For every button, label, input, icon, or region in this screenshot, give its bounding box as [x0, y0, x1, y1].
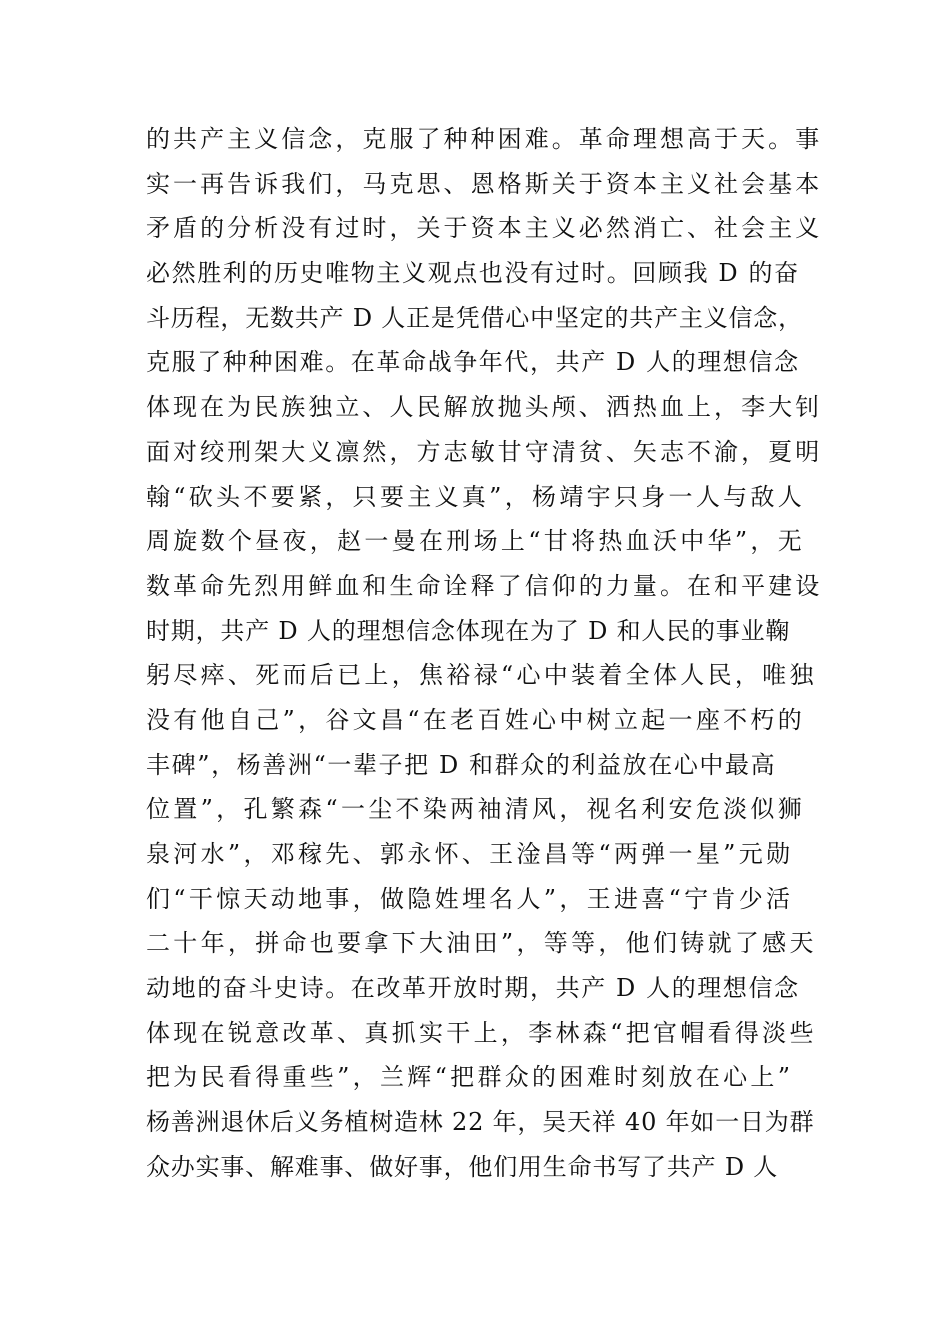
text-line: 数革命先烈用鲜血和生命诠释了信仰的力量。在和平建设	[146, 571, 823, 600]
text-line: 躬尽瘁、死而后已上，焦裕禄“心中装着全体人民，唯独	[146, 661, 817, 690]
text-line: 没有他自己”，谷文昌“在老百姓心中树立起一座不朽的	[146, 705, 806, 734]
text-line: 周旋数个昼夜，赵一曼在刑场上“甘将热血沃中华”，无	[146, 527, 806, 556]
text-line: 动地的奋斗史诗。在改革开放时期，共产 D 人的理想信念	[146, 974, 800, 1003]
text-line: 体现在锐意改革、真抓实干上，李林森“把官帽看得淡些	[146, 1018, 817, 1047]
text-line: 泉河水”，邓稼先、郭永怀、王淦昌等“两弹一星”元勋	[146, 840, 794, 868]
text-line: 时期，共产 D 人的理想信念体现在为了 D 和人民的事业鞠	[146, 616, 791, 645]
text-line: 的共产主义信念，克服了种种困难。革命理想高于天。事	[146, 125, 823, 153]
text-line: 克服了种种困难。在革命战争年代，共产 D 人的理想信念	[146, 348, 800, 377]
text-line: 实一再告诉我们，马克思、恩格斯关于资本主义社会基本	[146, 169, 823, 198]
text-line: 杨善洲退休后义务植树造林 22 年，吴天祥 40 年如一日为群	[146, 1108, 815, 1137]
text-line: 面对绞刑架大义凛然，方志敏甘守清贫、矢志不渝，夏明	[146, 437, 823, 466]
text-line: 把为民看得重些”，兰辉“把群众的困难时刻放在心上”	[146, 1063, 794, 1092]
text-line: 斗历程，无数共产 D 人正是凭借心中坚定的共产主义信念，	[146, 303, 803, 332]
text-line: 众办实事、解难事、做好事，他们用生命书写了共产 D 人	[146, 1152, 779, 1181]
text-line: 翰“砍头不要紧，只要主义真”，杨靖宇只身一人与敌人	[146, 482, 806, 511]
text-line: 必然胜利的历史唯物主义观点也没有过时。回顾我 D 的奋	[146, 259, 800, 288]
text-line: 矛盾的分析没有过时，关于资本主义必然消亡、社会主义	[146, 214, 823, 243]
text-line: 二十年，拼命也要拿下大油田”，等等，他们铸就了感天	[146, 929, 817, 958]
text-line: 位置”，孔繁森“一尘不染两袖清风，视名利安危淡似狮	[146, 795, 806, 824]
text-line: 体现在为民族独立、人民解放抛头颅、洒热血上，李大钊	[146, 393, 823, 422]
text-line: 丰碑”，杨善洲“一辈子把 D 和群众的利益放在心中最高	[146, 750, 777, 779]
body-text	[146, 117, 823, 1190]
text-line: 们“干惊天动地事，做隐姓埋名人”，王进喜“宁肯少活	[146, 884, 794, 913]
